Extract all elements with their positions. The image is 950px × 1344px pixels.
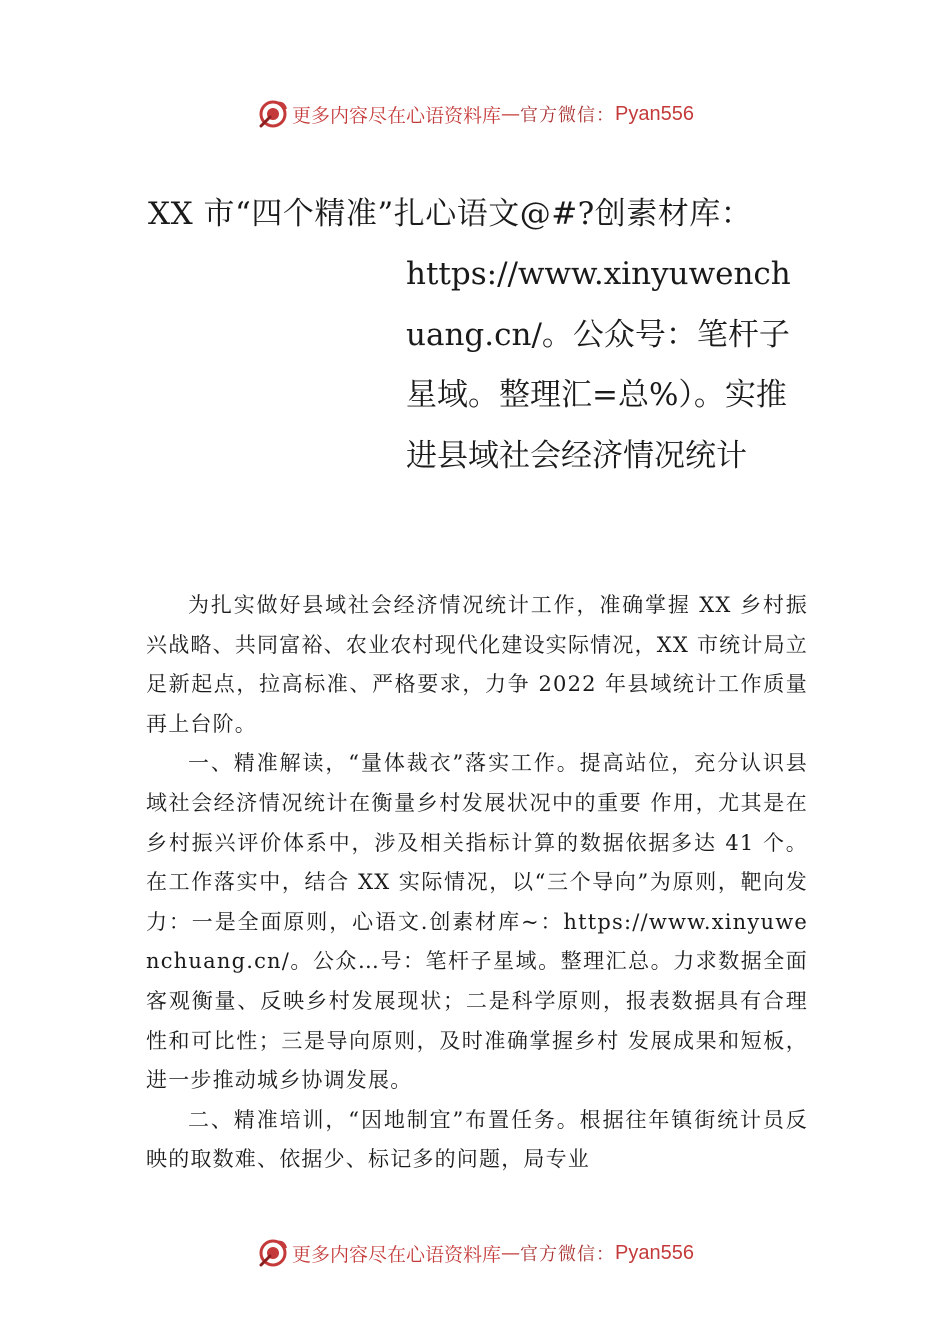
- paragraph: 为扎实做好县域社会经济情况统计工作，准确掌握 XX 乡村振兴战略、共同富裕、农业农村现代化建设实际情况，XX 市统计局立足新起点，拉高标准、严格要求，力争 2022 年县域统计工作质量再上台阶。: [146, 593, 808, 736]
- title-line-1: XX 市“四个精准”扎心语文@#?创素材库：: [148, 196, 753, 232]
- banner-dash: —: [501, 103, 521, 125]
- paragraph: 二、精准培训，“因地制宜”布置任务。根据往年镇街统计员反映的取数难、依据少、标记多的问题，局专业: [146, 1107, 808, 1172]
- banner-account: Pyan556: [615, 1241, 694, 1264]
- logo-icon: [256, 1236, 290, 1270]
- banner-wechat-label: 官方微信：: [520, 105, 616, 126]
- document-title: [148, 184, 808, 486]
- banner-wechat-label: 官方微信：: [520, 1244, 616, 1265]
- banner-site-text: 更多内容尽在心语资料库: [292, 1243, 502, 1266]
- logo-icon: [256, 97, 290, 131]
- banner-site-text: 更多内容尽在心语资料库: [292, 104, 502, 127]
- banner-dash: —: [501, 1242, 521, 1264]
- title-continuation: https://www.xinyuwenchuang.cn/。公众号：笔杆子星域。整理汇=总%）。实推进县域社会经济情况统计: [406, 256, 791, 474]
- paragraph: 一、精准解读，“量体裁衣”落实工作。提高站位，充分认识县域社会经济情况统计在衡量乡村发展状况中的重要 作用，尤其是在乡村振兴评价体系中，涉及相关指标计算的数据依据多达 41 个。在工作落实中，结合 XX 实际情况，以“三个导向”为原则，靶向发力：一是全面原则，心语文.创素材库~：https://www.xinyuwenchuang.cn/。公众…号：笔杆子星域。整理汇总。力求数据全面客观衡量、反映乡村发展现状；二是科学原则，报表数据具有合理性和可比性；三是导向原则，及时准确掌握乡村 发展成果和短板，进一步推动城乡协调发展。: [146, 751, 808, 1093]
- banner-account: Pyan556: [615, 102, 694, 125]
- header-banner: [0, 94, 950, 134]
- document-body: [146, 586, 808, 1180]
- footer-banner: [0, 1233, 950, 1273]
